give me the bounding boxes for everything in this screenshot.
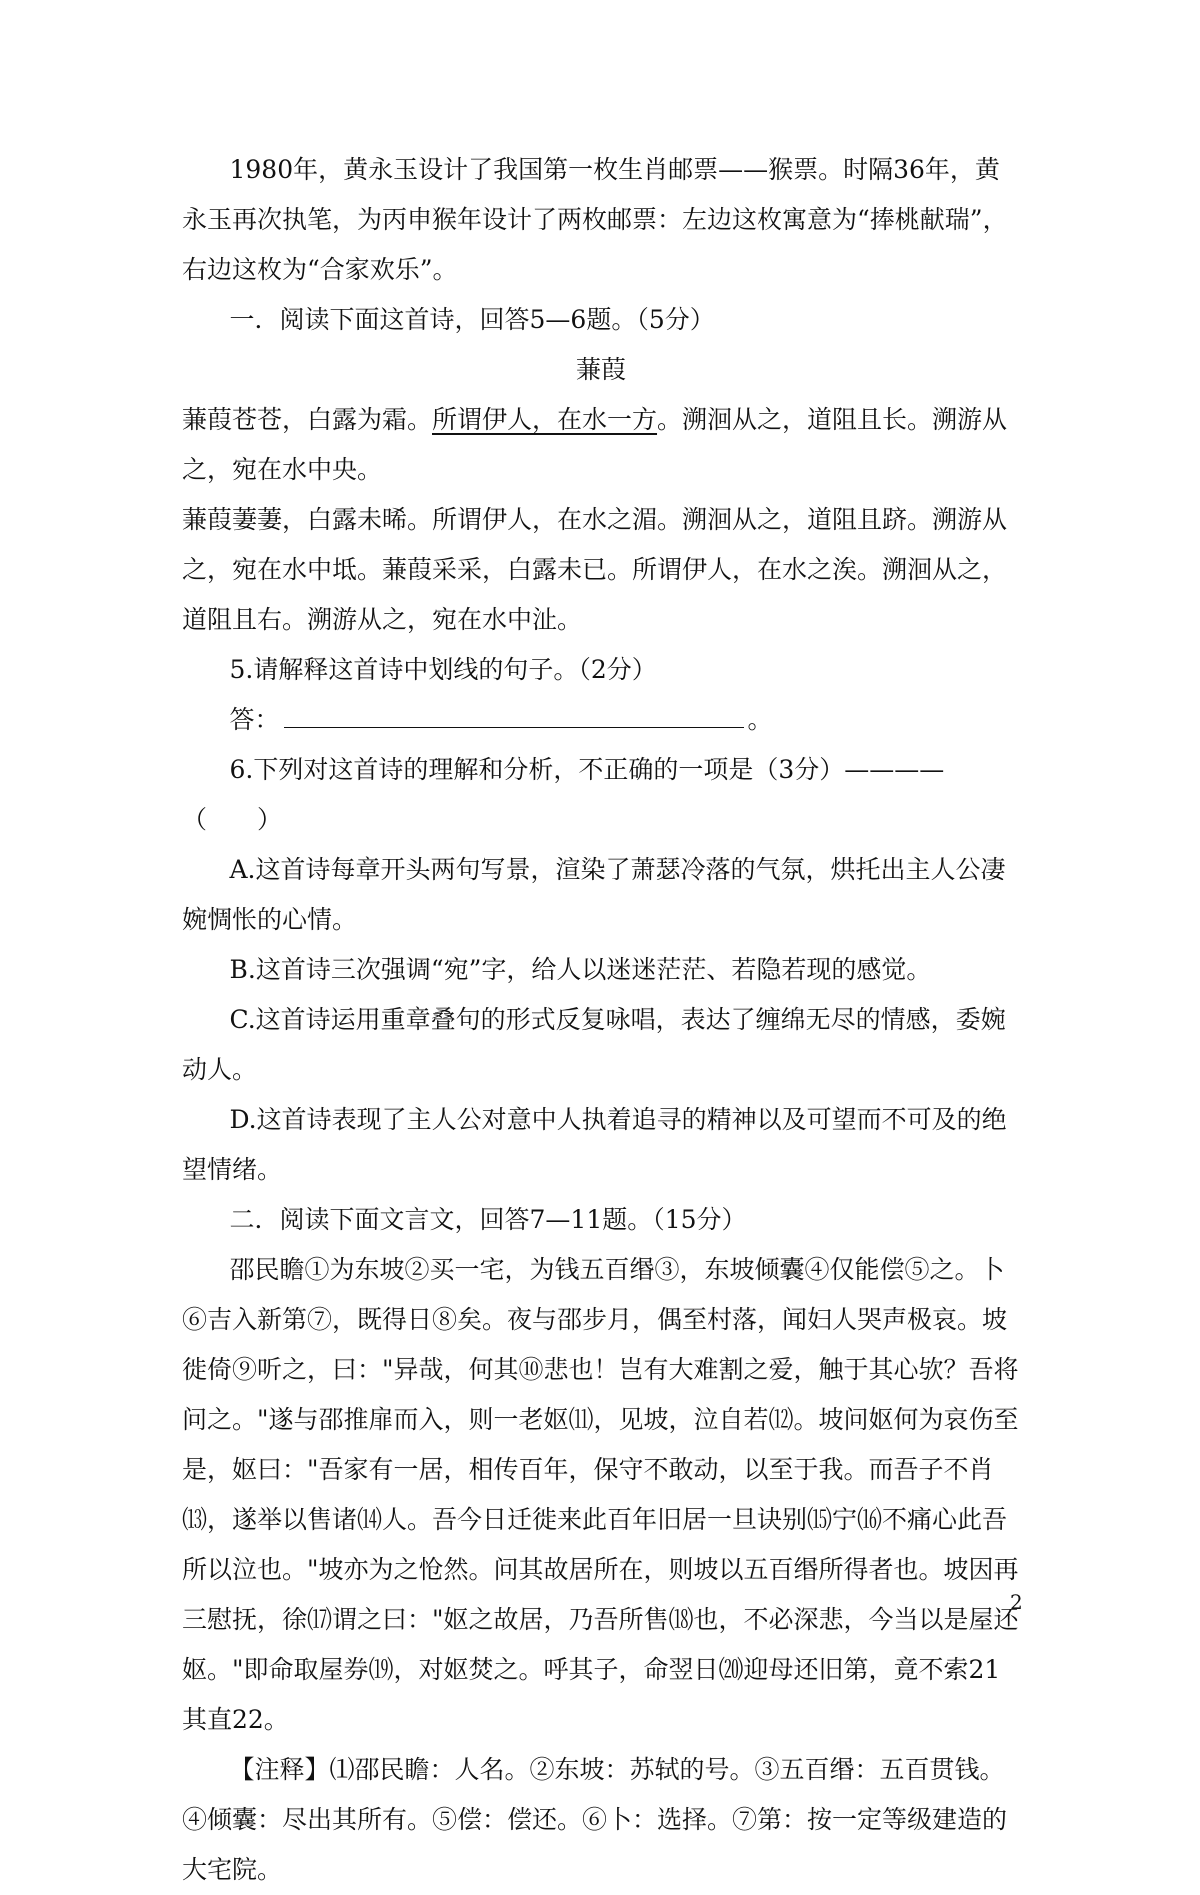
question-5-prompt: 5.请解释这首诗中划线的句子。（2分） <box>229 655 657 684</box>
question-6-option-b: B.这首诗三次强调“宛”字，给人以迷迷茫茫、若隐若现的感觉。 <box>229 955 932 984</box>
answer-label: 答： <box>229 705 280 734</box>
answer-end: 。 <box>747 705 773 734</box>
question-5-answer-line <box>182 695 1020 745</box>
question-6-option-d: D.这首诗表现了主人公对意中人执着追寻的精神以及可望而不可及的绝望情绪。 <box>182 1105 1007 1184</box>
stanza1-before: 蒹葭苍苍，白露为霜。 <box>182 405 433 434</box>
stanza1-after: 。溯洄从之，道阻且长。溯游从之，宛在水中央。 <box>182 405 1008 484</box>
poem-stanza-2-3: 蒹葭萋萋，白露未晞。所谓伊人，在水之湄。溯洄从之，道阻且跻。溯游从之，宛在水中坻。蒹葭采采，白露未已。所谓伊人，在水之涘。溯洄从之，道阻且右。溯游从之，宛在水中沚。 <box>182 505 1008 634</box>
annotation-notes: 【注释】⑴邵民瞻：人名。②东坡：苏轼的号。③五百缗：五百贯钱。④倾囊：尽出其所有。⑤偿：偿还。⑥卜：选择。⑦第：按一定等级建造的大宅院。 <box>182 1755 1008 1884</box>
section2-heading: 二．阅读下面文言文，回答7—11题。（15分） <box>229 1205 747 1234</box>
intro-paragraph: 1980年，黄永玉设计了我国第一枚生肖邮票——猴票。时隔36年，黄永玉再次执笔，为丙申猴年设计了两枚邮票：左边这枚寓意为“捧桃献瑞”，右边这枚为“合家欢乐”。 <box>182 155 1008 284</box>
question-6-option-a: A.这首诗每章开头两句写景，渲染了萧瑟冷落的气氛，烘托出主人公凄婉惆怅的心情。 <box>182 855 1006 934</box>
section1-heading: 一．阅读下面这首诗，回答5—6题。（5分） <box>229 305 715 334</box>
classical-passage: 邵民瞻①为东坡②买一宅，为钱五百缗③，东坡倾囊④仅能偿⑤之。卜⑥吉入新第⑦，既得日⑧矣。夜与邵步月，偶至村落，闻妇人哭声极哀。坡徙倚⑨听之，曰："异哉，何其⑩悲也！岂有大难割之爱，触于其心欤？吾将问之。"遂与邵推扉而入，则一老妪⑾，见坡，泣自若⑿。坡问妪何为哀伤至是，妪曰："吾家有一居，相传百年，保守不敢动，以至于我。而吾子不肖⒀，遂举以售诸⒁人。吾今日迁徙来此百年旧居一旦诀别⒂宁⒃不痛心此吾所以泣也。"坡亦为之怆然。问其故居所在，则坡以五百缗所得者也。坡因再三慰抚，徐⒄谓之曰："妪之故居，乃吾所售⒅也，不必深悲，今当以是屋还妪。"即命取屋券⒆，对妪焚之。呼其子，命翌日⒇迎母还旧第，竟不索21其直22。 <box>182 1255 1019 1734</box>
page-content <box>182 145 1020 1895</box>
poem-stanza-1 <box>182 395 1020 495</box>
question-6-option-c: C.这首诗运用重章叠句的形式反复咏唱，表达了缠绵无尽的情感，委婉动人。 <box>182 1005 1006 1084</box>
answer-blank[interactable] <box>284 699 744 728</box>
poem-title: 蒹葭 <box>575 355 626 384</box>
question-6-prompt: 6.下列对这首诗的理解和分析，不正确的一项是（3分）————（ ） <box>182 755 945 834</box>
page-number: 2 <box>1010 1590 1023 1614</box>
underlined-sentence: 所谓伊人，在水一方 <box>432 405 658 434</box>
